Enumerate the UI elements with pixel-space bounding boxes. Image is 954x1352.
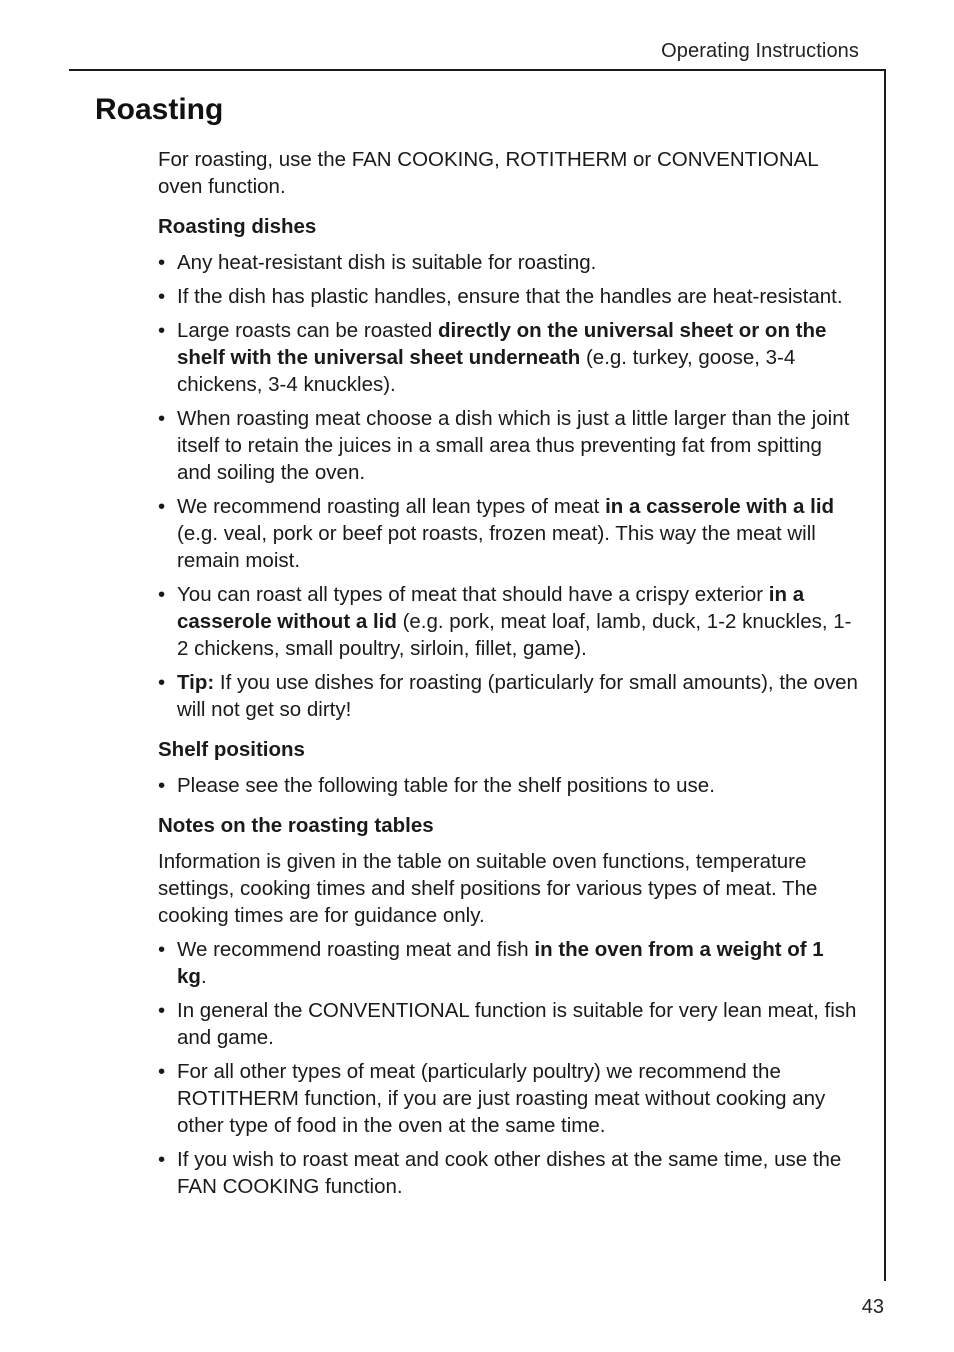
list-item: • Any heat-resistant dish is suitable for roasting. [158,249,858,276]
intro-paragraph: For roasting, use the FAN COOKING, ROTITHERM or CONVENTIONAL oven function. [158,148,818,198]
header-rule [69,69,886,71]
list-item: • In general the CONVENTIONAL function is suitable for very lean meat, fish and game. [158,997,858,1051]
list-item: • If the dish has plastic handles, ensure that the handles are heat-resistant. [158,283,858,310]
notes-list [158,936,858,1200]
main-content [158,146,858,1207]
notes-paragraph: Information is given in the table on suitable oven functions, temperature settings, cooking times and shelf positions for various types of meat. The cooking times are for guidance only. [158,850,818,927]
list-item: • We recommend roasting all lean types of meat in a casserole with a lid (e.g. veal, pork or beef pot roasts, frozen meat). This way the meat will remain moist. [158,493,858,574]
list-item: • For all other types of meat (particularly poultry) we recommend the ROTITHERM function, if you are just roasting meat without cooking any other type of food in the oven at the same time. [158,1058,858,1139]
list-item: • If you wish to roast meat and cook other dishes at the same time, use the FAN COOKING function. [158,1146,858,1200]
running-header: Operating Instructions [661,40,859,62]
side-rule [884,69,886,1281]
list-item: • Please see the following table for the shelf positions to use. [158,772,858,799]
list-item: • We recommend roasting meat and fish in the oven from a weight of 1 kg. [158,936,858,990]
shelf-positions-heading: Shelf positions [158,738,305,761]
notes-heading: Notes on the roasting tables [158,814,434,837]
roasting-dishes-list [158,249,858,723]
shelf-positions-list [158,772,858,799]
list-item: • When roasting meat choose a dish which is just a little larger than the joint itself to retain the juices in a small area thus preventing fat from spitting and soiling the oven. [158,405,858,486]
list-item: • You can roast all types of meat that should have a crispy exterior in a casserole without a lid (e.g. pork, meat loaf, lamb, duck, 1-2 knuckles, 1-2 chickens, small poultry, sirloin, fillet, game). [158,581,858,662]
roasting-dishes-heading: Roasting dishes [158,215,317,238]
list-item: • Tip: If you use dishes for roasting (particularly for small amounts), the oven will not get so dirty! [158,669,858,723]
page-number: 43 [861,1296,884,1318]
list-item: • Large roasts can be roasted directly on the universal sheet or on the shelf with the universal sheet underneath (e.g. turkey, goose, 3-4 chickens, 3-4 knuckles). [158,317,858,398]
page-title: Roasting [95,93,224,126]
